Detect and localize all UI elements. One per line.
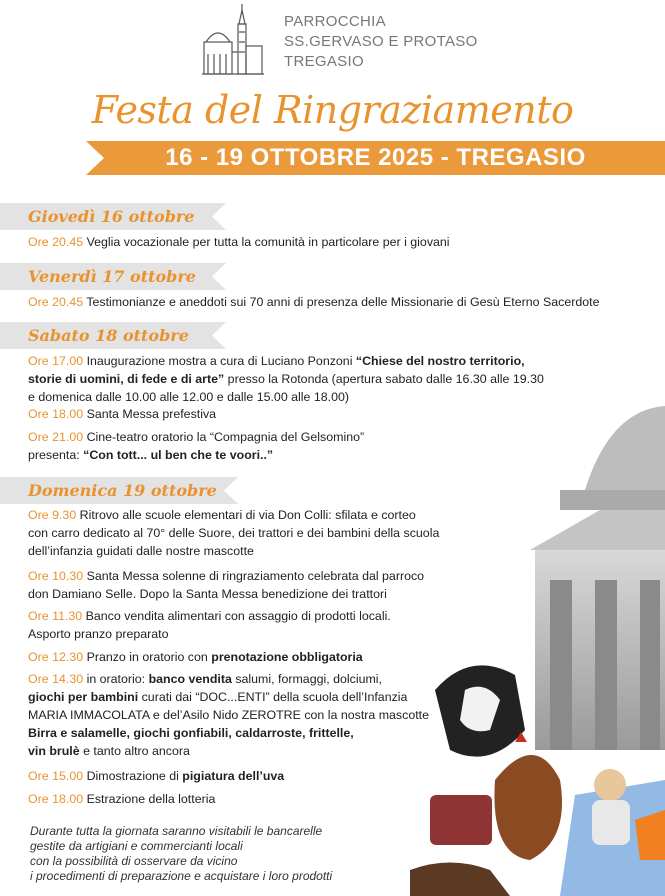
event-text: curati dai “DOC...ENTI” della scuola dell’Infanzia — [141, 690, 408, 704]
festival-title: Festa del Ringraziamento — [91, 88, 574, 132]
parish-line: TREGASIO — [284, 53, 364, 70]
child-face — [594, 769, 626, 801]
event-text: presso la Rotonda (apertura sabato dalle 16.30 alle 19.30 — [227, 372, 544, 386]
event-text-bold: “Con tott... ul ben che te voori..” — [83, 448, 274, 462]
event-text: con carro dedicato al 70° delle Suore, dei trattori e dei bambini della scuola — [28, 526, 440, 540]
event-text: Santa Messa solenne di ringraziamento celebrata dal parroco — [86, 569, 425, 583]
event-text-bold: pigiatura dell’uva — [182, 769, 285, 783]
event-text: Dimostrazione di — [86, 769, 179, 783]
day-label-giovedi: Giovedì 16 ottobre — [28, 207, 195, 226]
event-text: dell’infanzia guidati dalle nostre mascotte — [28, 544, 254, 558]
parish-line: SS.GERVASO E PROTASO — [284, 33, 478, 50]
footer-note — [30, 824, 332, 884]
event-text: Cine-teatro oratorio la “Compagnia del Gelsomino” — [86, 430, 365, 444]
event-text: Testimonianze e aneddoti sui 70 anni di presenza delle Missionarie di Gesù Eterno Sacerdote — [86, 295, 600, 309]
event-text: salumi, formaggi, dolciumi, — [235, 672, 383, 686]
event-domenica-5 — [28, 670, 429, 760]
event-text: Inaugurazione mostra a cura di Luciano Ponzoni — [86, 354, 353, 368]
dome-shape — [585, 406, 665, 490]
event-sabato-2 — [28, 405, 216, 423]
event-time: Ore 10.30 — [28, 569, 84, 583]
festival-photo-collage — [410, 400, 665, 896]
footer-line: gestite da artigiani e commercianti locali — [30, 839, 243, 853]
event-text: Estrazione della lotteria — [86, 792, 216, 806]
event-venerdi-1 — [28, 293, 599, 311]
event-text: Asporto pranzo preparato — [28, 627, 169, 641]
church-logo-icon — [200, 2, 266, 78]
parish-line: PARROCCHIA — [284, 13, 386, 30]
event-time: Ore 20.45 — [28, 235, 84, 249]
event-text-bold: giochi per bambini — [28, 690, 139, 704]
event-text-bold: “Chiese del nostro territorio, — [355, 354, 525, 368]
event-time: Ore 14.30 — [28, 672, 84, 686]
mulled-wine-glass — [430, 795, 492, 845]
event-text: e tanto altro ancora — [83, 744, 190, 758]
event-text-bold: prenotazione obbligatoria — [211, 650, 363, 664]
event-time: Ore 12.30 — [28, 650, 84, 664]
event-time: Ore 18.00 — [28, 792, 84, 806]
day-label-domenica: Domenica 19 ottobre — [28, 481, 217, 500]
event-text: don Damiano Selle. Dopo la Santa Messa benedizione dei trattori — [28, 587, 387, 601]
event-domenica-2 — [28, 567, 424, 603]
hen-shape — [494, 755, 562, 860]
event-giovedi-1 — [28, 233, 450, 251]
event-time: Ore 11.30 — [28, 609, 83, 623]
event-text: presenta: — [28, 448, 80, 462]
footer-line: Durante tutta la giornata saranno visitabili le bancarelle — [30, 824, 323, 838]
event-time: Ore 9.30 — [28, 508, 77, 522]
header — [0, 0, 665, 85]
event-text: Pranzo in oratorio con — [86, 650, 208, 664]
event-text: in oratorio: — [86, 672, 146, 686]
event-time: Ore 21.00 — [28, 430, 84, 444]
event-text: Santa Messa prefestiva — [86, 407, 217, 421]
footer-line: con la possibilità di osservare da vicino — [30, 854, 238, 868]
event-time: Ore 17.00 — [28, 354, 84, 368]
event-domenica-6 — [28, 767, 284, 785]
event-domenica-7 — [28, 790, 215, 808]
event-text: Banco vendita alimentari con assaggio di prodotti locali. — [85, 609, 391, 623]
event-domenica-1 — [28, 506, 439, 560]
event-text-bold: storie di uomini, di fede e di arte” — [28, 372, 225, 386]
event-domenica-4 — [28, 648, 363, 666]
day-label-venerdi: Venerdì 17 ottobre — [28, 267, 196, 286]
chestnuts — [410, 863, 510, 896]
event-time: Ore 18.00 — [28, 407, 84, 421]
event-text-bold: vin brulè — [28, 744, 80, 758]
event-text: MARIA IMMACOLATA e del’Asilo Nido ZEROTRE con la nostra mascotte — [28, 708, 429, 722]
event-sabato-1 — [28, 352, 544, 406]
event-text: e domenica dalle 10.00 alle 12.00 e dalle 15.00 alle 18.00) — [28, 390, 350, 404]
date-banner-text: 16 - 19 OTTOBRE 2025 - TREGASIO — [165, 144, 586, 171]
event-time: Ore 20.45 — [28, 295, 84, 309]
event-text: Ritrovo alle scuole elementari di via Don Colli: sfilata e corteo — [79, 508, 416, 522]
day-label-sabato: Sabato 18 ottobre — [28, 326, 189, 345]
event-sabato-3 — [28, 428, 364, 464]
event-text-bold: banco vendita — [148, 672, 232, 686]
event-domenica-3 — [28, 607, 391, 643]
event-time: Ore 15.00 — [28, 769, 84, 783]
event-text-bold: Birra e salamelle, giochi gonfiabili, caldarroste, frittelle, — [28, 726, 354, 740]
event-text: Veglia vocazionale per tutta la comunità in particolare per i giovani — [86, 235, 450, 249]
footer-line: i procedimenti di preparazione e acquistare i loro prodotti — [30, 869, 333, 883]
parish-name — [284, 12, 478, 72]
